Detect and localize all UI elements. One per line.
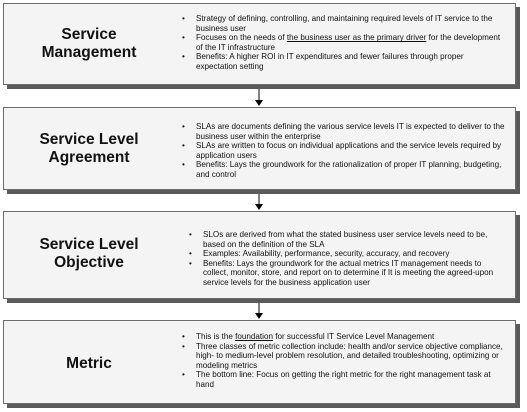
box-title-line: Service Level bbox=[39, 236, 139, 253]
bullet-text: Strategy of defining, controlling, and maintaining required levels of IT service to the business user bbox=[196, 14, 493, 33]
bullet-text: Focuses on the needs of bbox=[196, 33, 287, 43]
underlined-phrase: foundation bbox=[235, 332, 273, 341]
bullet-text: Benefits: A higher ROI in IT expenditures and fewer failures through proper expectation setting bbox=[196, 52, 464, 71]
box-title-line: Service Level bbox=[39, 131, 139, 148]
underlined-phrase: the business user as the primary driver bbox=[286, 33, 427, 43]
box-title-line: Management bbox=[41, 44, 137, 61]
bullet-text: SLOs are derived from what the stated business user service levels need to be, based on the definition of the SLA bbox=[203, 230, 488, 249]
box-title-line: Metric bbox=[66, 355, 112, 372]
box-title-line: Agreement bbox=[48, 149, 130, 166]
bullet-text: Examples: Availability, performance, security, accuracy, and recovery bbox=[203, 249, 450, 259]
arrow-2 bbox=[255, 194, 263, 210]
bullet-text: Three classes of metric collection include: health and/or service objective compliance, high- to medium-level problem resolution, and detailed troubleshooting, optimizing or modeling metrics bbox=[196, 341, 503, 370]
bullet-text: Benefits: Lays the groundwork for the actual metrics IT management needs to collect, monitor, store, and report on to determine if It is meeting the agreed-upon service levels for the business application user bbox=[203, 258, 494, 287]
bullet-text: Benefits: Lays the groundwork for the rationalization of proper IT planning, budgeting, and control bbox=[196, 160, 502, 179]
bullet-text: The bottom line: Focus on getting the right metric for the right management task at hand bbox=[196, 370, 491, 389]
bullet-text: SLAs are documents defining the various service levels IT is expected to deliver to the business user within the enterprise bbox=[196, 122, 505, 141]
box-title-line: Objective bbox=[54, 254, 124, 271]
box-title-line: Service bbox=[61, 26, 117, 43]
arrow-1 bbox=[255, 89, 263, 106]
bullet-text: SLAs are written to focus on individual applications and the service levels required by application users bbox=[196, 141, 502, 160]
bullet-text: This is the bbox=[196, 332, 236, 341]
bullet-text: for successful IT Service Level Management bbox=[272, 332, 435, 341]
bullet-text: for the development of the IT infrastructure bbox=[196, 33, 501, 52]
arrow-3 bbox=[255, 303, 263, 319]
